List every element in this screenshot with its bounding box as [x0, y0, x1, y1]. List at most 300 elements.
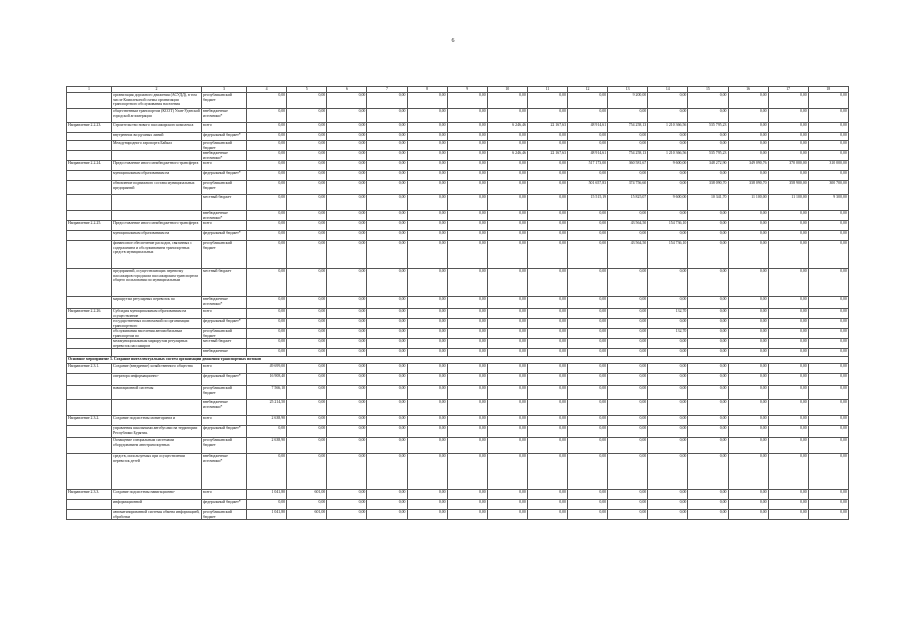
value-cell: 0,00	[688, 133, 728, 141]
value-cell: 0,00	[728, 241, 768, 269]
value-cell: 0,00	[487, 349, 527, 357]
value-cell: 0,00	[568, 364, 608, 374]
value-cell: 0,00	[648, 141, 688, 151]
value-cell: 0,00	[568, 426, 608, 438]
value-cell: 0,00	[527, 161, 567, 171]
header-cell: 6	[327, 87, 367, 93]
value-cell: 338 090,70	[728, 181, 768, 195]
value-cell: 0,00	[648, 171, 688, 181]
value-cell: 0,00	[808, 133, 848, 141]
value-cell: 0,00	[527, 438, 567, 454]
value-cell: 0,00	[527, 364, 567, 374]
value-cell: 0,00	[367, 416, 407, 426]
value-cell: 0,00	[327, 349, 367, 357]
value-cell: 0,00	[327, 141, 367, 151]
value-cell: 0,00	[327, 211, 367, 221]
value-cell: 1 210 366,56	[648, 151, 688, 161]
value-cell: 0,00	[808, 141, 848, 151]
value-cell: 0,00	[367, 269, 407, 297]
value-cell: 0,00	[287, 297, 327, 309]
value-cell: 0,00	[648, 93, 688, 109]
row-code	[67, 500, 112, 510]
value-cell: 0,00	[808, 151, 848, 161]
table-row	[67, 309, 849, 319]
value-cell: 0,00	[367, 171, 407, 181]
value-cell: 0,00	[487, 297, 527, 309]
section-title: Основное мероприятие 3. Создание интеллектуальных систем организации движения транспортных потоков	[67, 357, 849, 364]
value-cell: 0,00	[688, 454, 728, 490]
header-cell: 12	[568, 87, 608, 93]
value-cell: 0,00	[608, 133, 648, 141]
value-cell: 0,00	[407, 309, 447, 319]
header-cell: 15	[688, 87, 728, 93]
row-code	[67, 171, 112, 181]
value-cell: 0,00	[768, 109, 808, 123]
table-row	[67, 364, 849, 374]
header-cell: 11	[527, 87, 567, 93]
value-cell: 0,00	[247, 123, 287, 133]
table-row	[67, 349, 849, 357]
row-code	[67, 454, 112, 490]
value-cell: 0,00	[287, 400, 327, 416]
value-cell: 0,00	[808, 386, 848, 400]
row-source: всего	[202, 490, 247, 500]
value-cell: 360 581,67	[608, 161, 648, 171]
value-cell: 358 900,00	[768, 181, 808, 195]
value-cell: 0,00	[568, 297, 608, 309]
value-cell: 9 300,00	[808, 195, 848, 211]
value-cell: 0,00	[407, 386, 447, 400]
value-cell: 0,00	[487, 309, 527, 319]
row-source: федеральный бюджет*	[202, 171, 247, 181]
value-cell: 0,00	[447, 141, 487, 151]
value-cell: 0,00	[247, 500, 287, 510]
value-cell: 9 600,00	[648, 161, 688, 171]
value-cell: 0,00	[327, 386, 367, 400]
page-number: 6	[451, 38, 455, 44]
value-cell: 0,00	[728, 297, 768, 309]
value-cell: 0,00	[287, 386, 327, 400]
value-cell: 0,00	[648, 319, 688, 329]
value-cell: 0,00	[608, 364, 648, 374]
value-cell: 0,00	[487, 133, 527, 141]
value-cell: 0,00	[447, 510, 487, 520]
value-cell: 9 200,00	[608, 93, 648, 109]
value-cell: 0,00	[327, 109, 367, 123]
value-cell: 0,00	[287, 438, 327, 454]
value-cell: 1 041,80	[247, 490, 287, 500]
value-cell: 0,00	[728, 319, 768, 329]
value-cell: 0,00	[287, 109, 327, 123]
value-cell: 0,00	[487, 364, 527, 374]
value-cell: 0,00	[568, 269, 608, 297]
value-cell: 0,00	[487, 211, 527, 221]
value-cell: 0,00	[568, 400, 608, 416]
row-code	[67, 231, 112, 241]
value-cell: 0,00	[287, 416, 327, 426]
value-cell: 0,00	[327, 171, 367, 181]
value-cell: 0,00	[247, 195, 287, 211]
value-cell: 0,00	[407, 510, 447, 520]
row-name: муниципальным образованиям на	[112, 231, 202, 241]
value-cell: 0,00	[608, 438, 648, 454]
value-cell: 0,00	[407, 195, 447, 211]
row-name: управления школьными автобусами на территории Республики Бурятия.	[112, 426, 202, 438]
row-name: Создание подсистемы мониторинга и	[112, 416, 202, 426]
value-cell: 0,00	[808, 339, 848, 349]
program-funding-table	[66, 86, 849, 520]
table-row	[67, 221, 849, 231]
row-code	[67, 109, 112, 123]
value-cell: 0,00	[808, 438, 848, 454]
header-cell: 2	[112, 87, 202, 93]
value-cell: 0,00	[327, 93, 367, 109]
value-cell: 0,00	[287, 231, 327, 241]
value-cell: 0,00	[688, 364, 728, 374]
value-cell: 0,00	[287, 329, 327, 339]
row-source: республиканский бюджет	[202, 510, 247, 520]
value-cell: 0,00	[608, 211, 648, 221]
value-cell: 0,00	[367, 181, 407, 195]
value-cell: 0,00	[407, 339, 447, 349]
row-source: республиканский бюджет	[202, 93, 247, 109]
value-cell: 0,00	[247, 454, 287, 490]
value-cell: 0,00	[568, 309, 608, 319]
value-cell: 370 000,00	[768, 161, 808, 171]
value-cell: 0,00	[327, 221, 367, 231]
value-cell: 0,00	[808, 364, 848, 374]
row-source: федеральный бюджет*	[202, 231, 247, 241]
value-cell: 0,00	[407, 400, 447, 416]
value-cell: 0,00	[527, 386, 567, 400]
value-cell: 535 795,23	[688, 151, 728, 161]
value-cell: 0,00	[247, 221, 287, 231]
row-name: Оснащение специальным системами оборудованием автотранспортных	[112, 438, 202, 454]
value-cell: 0,00	[247, 426, 287, 438]
value-cell: 0,00	[447, 231, 487, 241]
value-cell: 0,00	[688, 319, 728, 329]
row-name: Предоставление иного межбюджетного трансферта	[112, 161, 202, 171]
value-cell: 0,00	[407, 181, 447, 195]
row-code	[67, 438, 112, 454]
value-cell: 0,00	[287, 141, 327, 151]
table-row	[67, 454, 849, 490]
value-cell: 0,00	[568, 133, 608, 141]
value-cell: 0,00	[648, 426, 688, 438]
value-cell: 0,00	[287, 151, 327, 161]
value-cell: 0,00	[608, 269, 648, 297]
value-cell: 0,00	[808, 231, 848, 241]
table-row	[67, 374, 849, 386]
value-cell: 0,00	[447, 364, 487, 374]
value-cell: 349 090,76	[728, 161, 768, 171]
value-cell: 0,00	[487, 141, 527, 151]
value-cell: 0,00	[327, 151, 367, 161]
value-cell: 0,00	[768, 329, 808, 339]
value-cell: 0,00	[527, 339, 567, 349]
row-code	[67, 269, 112, 297]
value-cell: 16 908,40	[247, 374, 287, 386]
value-cell: 754 258,13	[608, 123, 648, 133]
row-code	[67, 141, 112, 151]
value-cell: 154 736,10	[648, 241, 688, 269]
value-cell: 0,00	[808, 329, 848, 339]
value-cell: 0,00	[608, 339, 648, 349]
value-cell: 132,70	[648, 329, 688, 339]
row-source: местный бюджет	[202, 339, 247, 349]
value-cell: 0,00	[487, 171, 527, 181]
value-cell: 0,00	[608, 490, 648, 500]
value-cell: 0,00	[447, 133, 487, 141]
value-cell: 0,00	[247, 319, 287, 329]
row-source: федеральный бюджет*	[202, 426, 247, 438]
value-cell: 0,00	[808, 93, 848, 109]
value-cell: 0,00	[407, 151, 447, 161]
value-cell: 0,00	[648, 500, 688, 510]
value-cell: 0,00	[287, 93, 327, 109]
value-cell: 0,00	[527, 400, 567, 416]
value-cell: 0,00	[487, 221, 527, 231]
value-cell: 0,00	[728, 454, 768, 490]
table-row	[67, 181, 849, 195]
value-cell: 0,00	[407, 490, 447, 500]
value-cell: 0,00	[527, 171, 567, 181]
row-code	[67, 181, 112, 195]
value-cell: 0,00	[287, 454, 327, 490]
value-cell: 0,00	[247, 133, 287, 141]
value-cell: 0,00	[688, 309, 728, 319]
value-cell: 0,00	[367, 438, 407, 454]
value-cell: 0,00	[287, 241, 327, 269]
row-source: внебюджетные источники*	[202, 211, 247, 221]
row-name: предприятий, осуществляющих перевозку пассажиров городским пассажирским транспортом общего пользования по муниципальным	[112, 269, 202, 297]
row-name: Субсидия муниципальным образованиям на осуществление	[112, 309, 202, 319]
header-cell: 5	[287, 87, 327, 93]
row-source: внебюджетные источники*	[202, 151, 247, 161]
value-cell: 0,00	[487, 241, 527, 269]
value-cell: 0,00	[688, 211, 728, 221]
value-cell: 0,00	[487, 400, 527, 416]
value-cell: 0,00	[327, 339, 367, 349]
value-cell: 0,00	[568, 171, 608, 181]
value-cell: 0,00	[688, 416, 728, 426]
value-cell: 0,00	[407, 221, 447, 231]
table-row	[67, 339, 849, 349]
value-cell: 0,00	[447, 297, 487, 309]
value-cell: 0,00	[287, 269, 327, 297]
table-row	[67, 386, 849, 400]
value-cell: 0,00	[648, 181, 688, 195]
value-cell: 0,00	[688, 426, 728, 438]
row-source: всего	[202, 416, 247, 426]
value-cell: 0,00	[447, 454, 487, 490]
value-cell: 0,00	[688, 269, 728, 297]
value-cell: 0,00	[487, 490, 527, 500]
value-cell: 0,00	[247, 349, 287, 357]
value-cell: 0,00	[327, 400, 367, 416]
value-cell: 10 341,70	[688, 195, 728, 211]
value-cell: 310 000,00	[808, 161, 848, 171]
row-source: внебюджетные источники*	[202, 454, 247, 490]
value-cell: 0,00	[447, 109, 487, 123]
value-cell: 0,00	[527, 297, 567, 309]
value-cell: 0,00	[287, 349, 327, 357]
row-name	[112, 151, 202, 161]
value-cell: 0,00	[688, 438, 728, 454]
row-source: федеральный бюджет*	[202, 500, 247, 510]
value-cell: 0,00	[768, 151, 808, 161]
value-cell: 0,00	[768, 211, 808, 221]
table-row	[67, 195, 849, 211]
value-cell: 6 246,46	[487, 151, 527, 161]
row-name	[112, 349, 202, 357]
row-source: внебюджетные	[202, 349, 247, 357]
value-cell: 0,00	[768, 454, 808, 490]
value-cell: 15 515,19	[568, 195, 608, 211]
value-cell: 0,00	[247, 339, 287, 349]
value-cell: 0,00	[688, 374, 728, 386]
value-cell: 0,00	[728, 438, 768, 454]
value-cell: 0,00	[608, 297, 648, 309]
value-cell: 0,00	[728, 400, 768, 416]
value-cell: 0,00	[247, 151, 287, 161]
table-row	[67, 109, 849, 123]
value-cell: 0,00	[688, 500, 728, 510]
value-cell: 0,00	[407, 500, 447, 510]
value-cell: 0,00	[447, 329, 487, 339]
value-cell: 0,00	[527, 349, 567, 357]
value-cell: 0,00	[768, 500, 808, 510]
value-cell: 0,00	[648, 297, 688, 309]
value-cell: 0,00	[768, 241, 808, 269]
row-name: оператора информационно-	[112, 374, 202, 386]
row-source: местный бюджет	[202, 195, 247, 211]
value-cell: 0,00	[568, 454, 608, 490]
value-cell: 0,00	[407, 231, 447, 241]
value-cell: 0,00	[608, 309, 648, 319]
row-source: федеральный бюджет*	[202, 374, 247, 386]
value-cell: 0,00	[568, 329, 608, 339]
value-cell: 0,00	[568, 221, 608, 231]
value-cell: 0,00	[367, 329, 407, 339]
row-source: всего	[202, 221, 247, 231]
row-source: всего	[202, 123, 247, 133]
row-name: Предоставление иного межбюджетного трансферта	[112, 221, 202, 231]
value-cell: 0,00	[367, 510, 407, 520]
value-cell: 0,00	[487, 109, 527, 123]
value-cell: 0,00	[287, 221, 327, 231]
value-cell: 0,00	[447, 181, 487, 195]
row-source: всего	[202, 364, 247, 374]
value-cell: 0,00	[367, 500, 407, 510]
value-cell: 0,00	[327, 374, 367, 386]
value-cell: 0,00	[447, 400, 487, 416]
value-cell: 0,00	[688, 510, 728, 520]
value-cell: 0,00	[287, 171, 327, 181]
row-code	[67, 386, 112, 400]
value-cell: 0,00	[287, 309, 327, 319]
row-code	[67, 297, 112, 309]
value-cell: 0,00	[407, 269, 447, 297]
value-cell: 0,00	[447, 374, 487, 386]
value-cell: 0,00	[287, 211, 327, 221]
value-cell: 0,00	[407, 297, 447, 309]
value-cell: 0,00	[808, 211, 848, 221]
table-row	[67, 416, 849, 426]
header-cell: 17	[768, 87, 808, 93]
value-cell: 0,00	[568, 490, 608, 500]
value-cell: 0,00	[648, 109, 688, 123]
value-cell: 0,00	[287, 426, 327, 438]
value-cell: 1 210 366,56	[648, 123, 688, 133]
value-cell: 0,00	[367, 364, 407, 374]
value-cell: 0,00	[407, 349, 447, 357]
row-code	[67, 349, 112, 357]
table-row	[67, 329, 849, 339]
value-cell: 0,00	[808, 400, 848, 416]
value-cell: 338 090,70	[688, 181, 728, 195]
value-cell: 0,00	[568, 141, 608, 151]
value-cell: 0,00	[447, 416, 487, 426]
row-code: Направление 2.3.1.	[67, 364, 112, 374]
value-cell: 0,00	[287, 339, 327, 349]
value-cell: 0,00	[407, 364, 447, 374]
value-cell: 0,00	[648, 349, 688, 357]
row-name: Строительство нового пассажирского комплекса	[112, 123, 202, 133]
value-cell: 0,00	[487, 438, 527, 454]
value-cell: 0,00	[768, 490, 808, 500]
row-code	[67, 426, 112, 438]
value-cell: 11 100,00	[728, 195, 768, 211]
value-cell: 0,00	[688, 221, 728, 231]
table-row	[67, 151, 849, 161]
value-cell: 0,00	[527, 490, 567, 500]
value-cell: 0,00	[768, 339, 808, 349]
value-cell: 0,00	[487, 231, 527, 241]
value-cell: 0,00	[808, 426, 848, 438]
row-source: федеральный бюджет*	[202, 319, 247, 329]
value-cell: 0,00	[568, 349, 608, 357]
value-cell: 0,00	[728, 490, 768, 500]
value-cell: 49 699,00	[247, 364, 287, 374]
value-cell: 11 100,00	[768, 195, 808, 211]
value-cell: 22 167,63	[527, 151, 567, 161]
value-cell: 0,00	[608, 500, 648, 510]
value-cell: 0,00	[728, 500, 768, 510]
value-cell: 0,00	[367, 109, 407, 123]
value-cell: 0,00	[768, 123, 808, 133]
value-cell: 0,00	[568, 339, 608, 349]
value-cell: 0,00	[728, 309, 768, 319]
value-cell: 0,00	[728, 109, 768, 123]
value-cell: 0,00	[568, 211, 608, 221]
value-cell: 0,00	[447, 500, 487, 510]
value-cell: 0,00	[728, 133, 768, 141]
value-cell: 0,00	[287, 133, 327, 141]
row-source: республиканский бюджет	[202, 181, 247, 195]
value-cell: 0,00	[768, 231, 808, 241]
value-cell: 0,00	[327, 438, 367, 454]
value-cell: 0,00	[327, 319, 367, 329]
value-cell: 0,00	[287, 364, 327, 374]
value-cell: 0,00	[367, 339, 407, 349]
value-cell: 0,00	[407, 123, 447, 133]
value-cell: 0,00	[568, 231, 608, 241]
value-cell: 0,00	[447, 195, 487, 211]
value-cell: 0,00	[648, 133, 688, 141]
value-cell: 0,00	[407, 426, 447, 438]
value-cell: 0,00	[407, 329, 447, 339]
